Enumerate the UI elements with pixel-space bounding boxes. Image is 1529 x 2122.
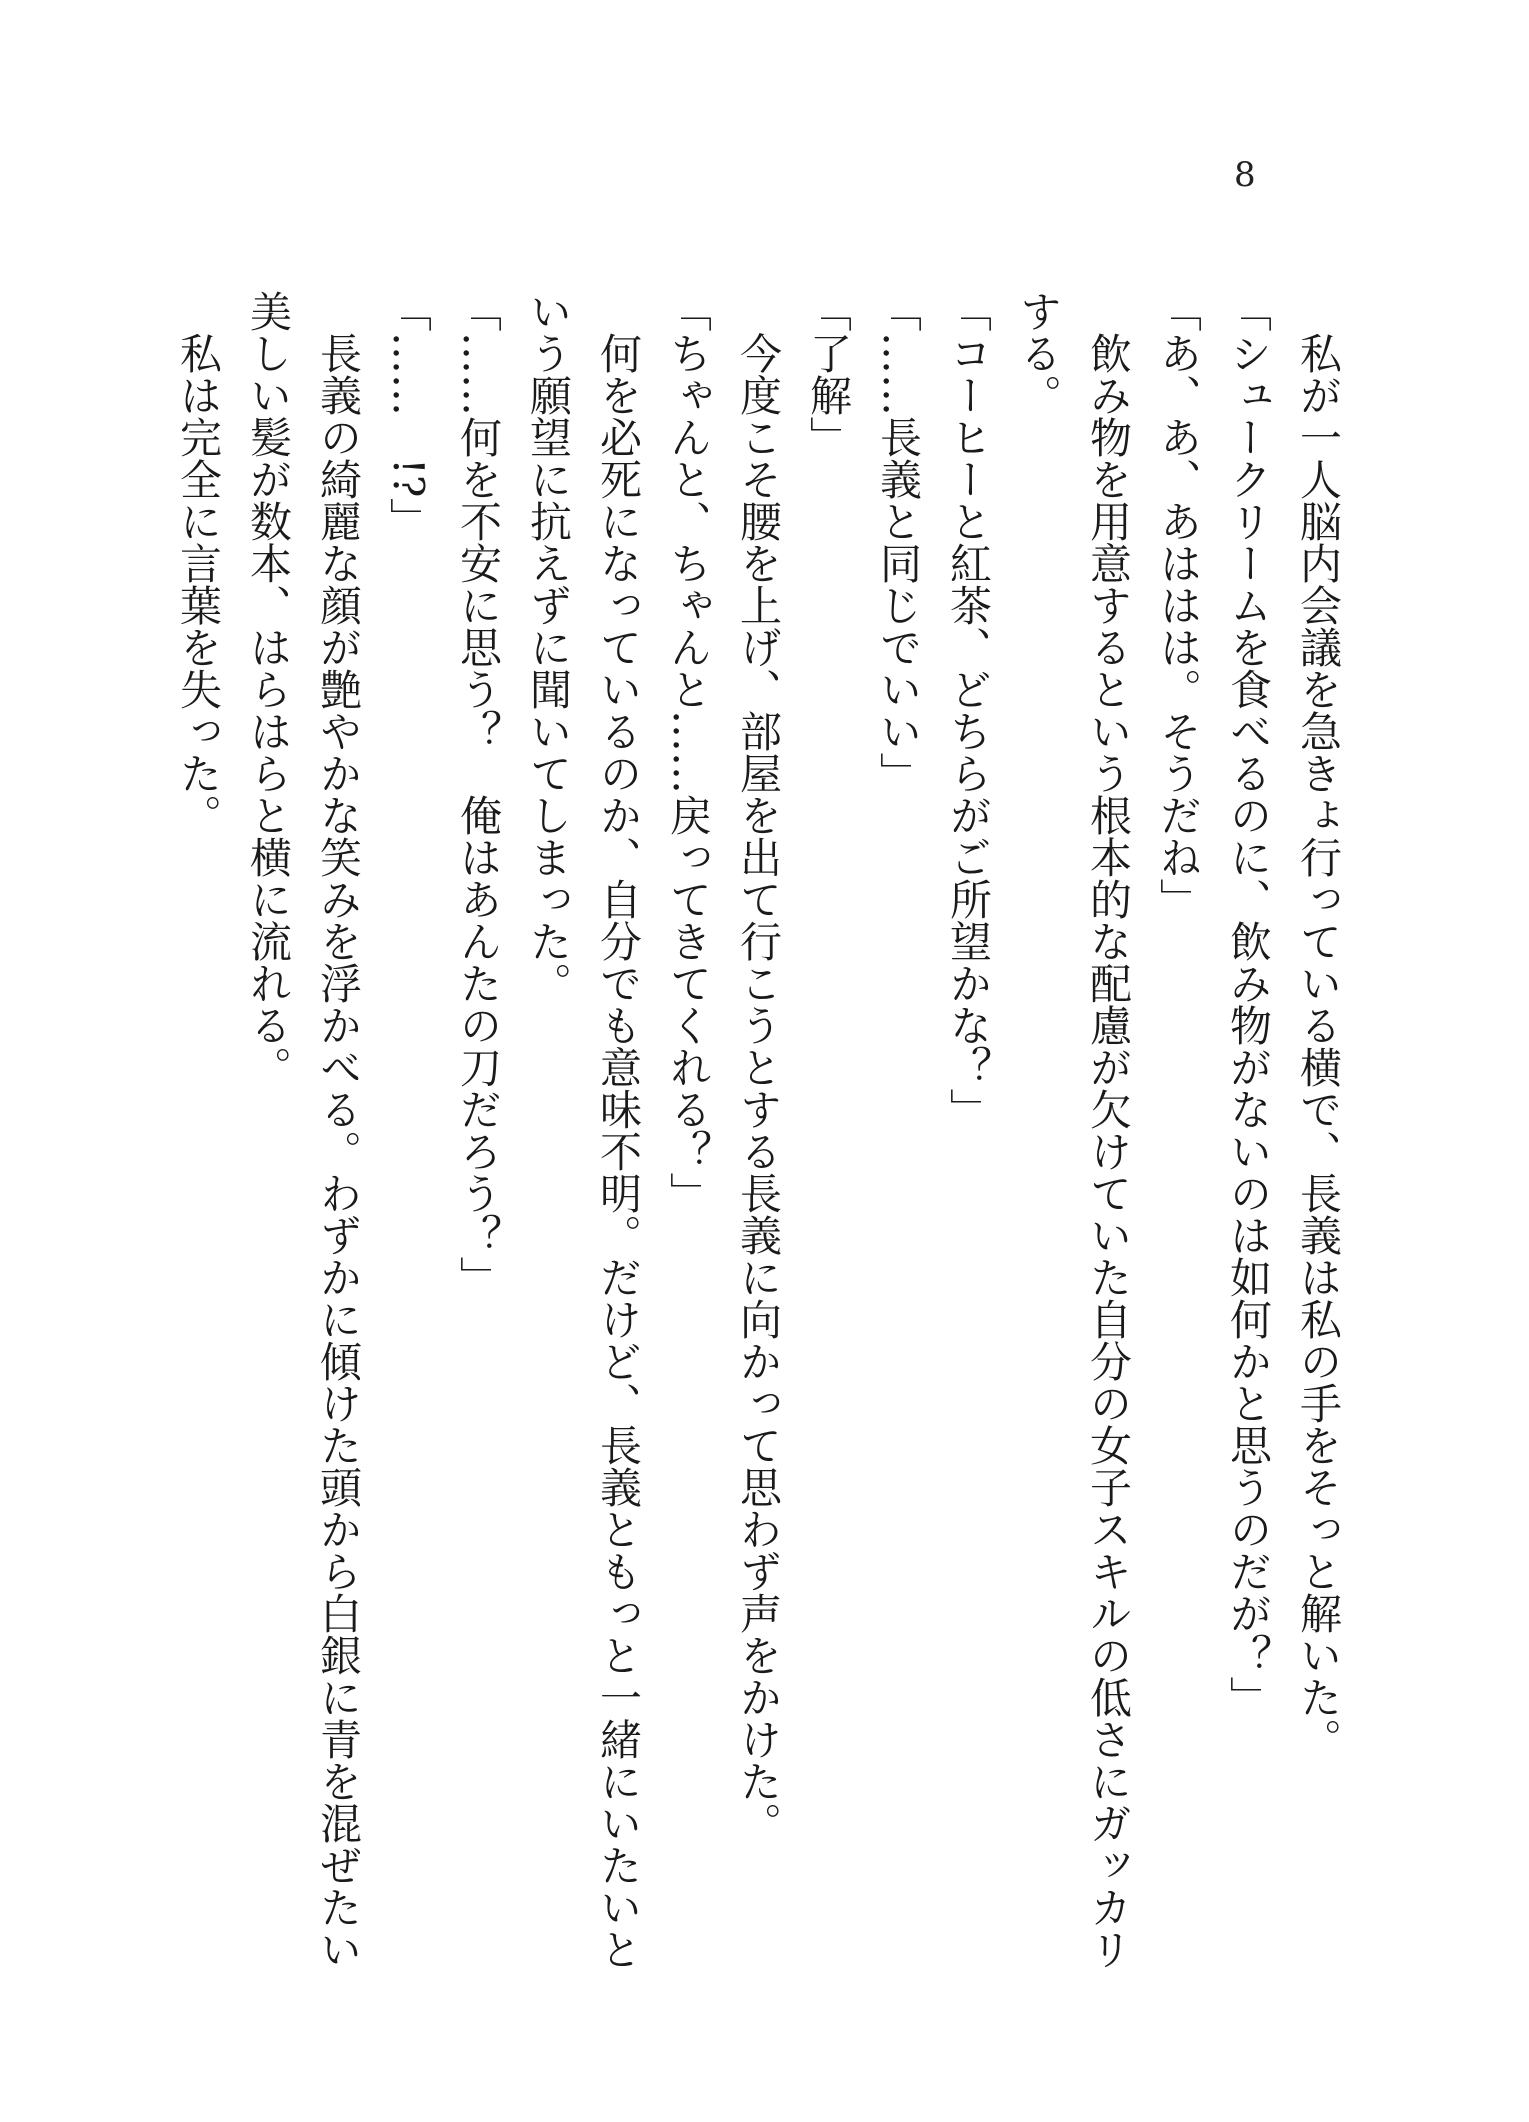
text-line: 何を必死になっているのか、自分でも意味不明。だけど、長義ともっと一緒にいたいと	[594, 332, 643, 1970]
text-line: 「ちゃんと、ちゃんと……戻ってきてくれる？」	[664, 290, 713, 1214]
text-line: 美しい髪が数本、はらはらと横に流れる。	[244, 290, 293, 1088]
text-line: 飲み物を用意するという根本的な配慮が欠けていた自分の女子スキルの低さにガッカリ	[1084, 332, 1133, 1970]
text-line: 「……長義と同じでいい」	[874, 290, 923, 794]
text-line: 「了解」	[804, 290, 853, 458]
text-line: 私が一人脳内会議を急きょ行っている横で、長義は私の手をそっと解いた。	[1294, 332, 1343, 1760]
body-text	[163, 290, 1353, 2050]
page-number: 8	[1234, 155, 1256, 195]
text-line: 「シュークリームを食べるのに、飲み物がないのは如何かと思うのだが？」	[1224, 290, 1273, 1718]
text-line: 今度こそ腰を上げ、部屋を出て行こうとする長義に向かって思わず声をかけた。	[734, 332, 783, 1844]
text-line: 「…… !?」	[384, 290, 433, 540]
text-line: 「あ、あ、あははは。そうだね」	[1154, 290, 1203, 920]
text-line: 「……何を不安に思う？ 俺はあんたの刀だろう？」	[454, 290, 503, 1298]
text-line: 「コーヒーと紅茶、どちらがご所望かな？」	[944, 290, 993, 1130]
text-line: 私は完全に言葉を失った。	[174, 332, 223, 836]
text-line: 長義の綺麗な顔が艶やかな笑みを浮かべる。わずかに傾けた頭から白銀に青を混ぜたい	[314, 332, 363, 1970]
text-line: する。	[1014, 290, 1063, 416]
text-line: いう願望に抗えずに聞いてしまった。	[524, 290, 573, 1004]
